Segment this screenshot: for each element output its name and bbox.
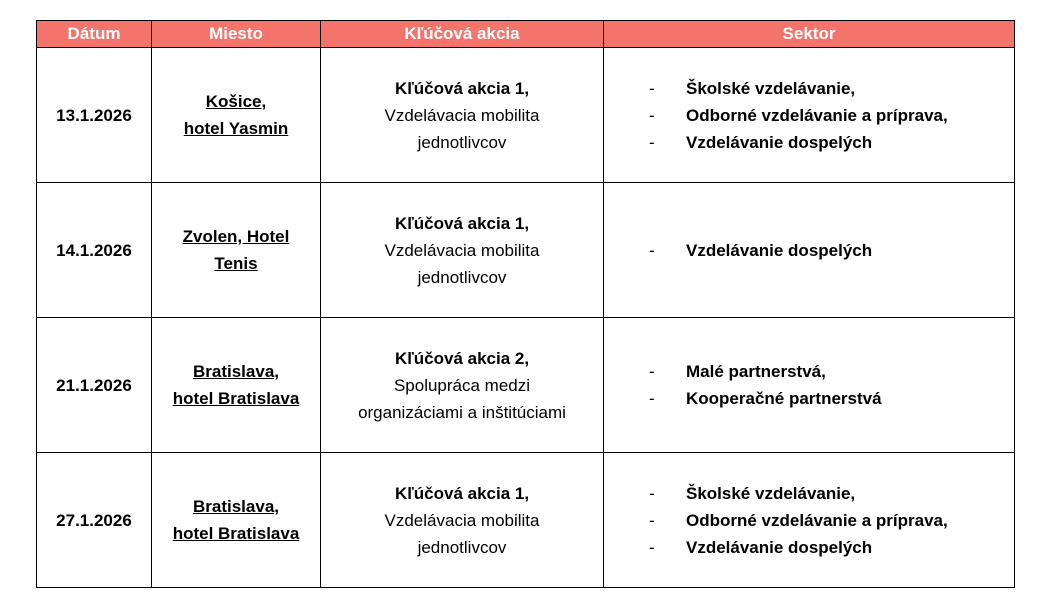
place-line[interactable]: Tenis [214, 254, 258, 273]
bullet-dash: - [649, 105, 655, 125]
date-cell: 14.1.2026 [37, 183, 152, 318]
key-action-description: Vzdelávacia mobilita [384, 510, 540, 530]
sector-item [649, 237, 1014, 264]
key-action-title: Kľúčová akcia 1, [394, 78, 530, 98]
sector-cell [604, 453, 1015, 588]
place-line[interactable]: Zvolen, Hotel [182, 227, 290, 246]
bullet-dash: - [649, 510, 655, 530]
bullet-dash: - [649, 389, 655, 408]
key-action-title: Kľúčová akcia 2, [394, 348, 530, 368]
key-action-cell [321, 318, 604, 453]
bullet-dash: - [649, 132, 655, 152]
header-row [37, 21, 1015, 48]
place-line[interactable]: hotel Bratislava [172, 524, 300, 543]
key-action-cell [321, 48, 604, 183]
bullet-dash: - [649, 537, 655, 557]
key-action-description: jednotlivcov [417, 132, 507, 152]
sector-label: Školské vzdelávanie, [686, 483, 856, 503]
header-key-action: Kľúčová akcia [321, 21, 604, 48]
sector-label: Odborné vzdelávanie a príprava, [686, 105, 948, 125]
place-cell[interactable] [152, 183, 321, 318]
sector-label: Odborné vzdelávanie a príprava, [686, 510, 948, 530]
bullet-dash: - [649, 240, 655, 260]
sector-label: Vzdelávanie dospelých [686, 240, 873, 260]
key-action-description: Vzdelávacia mobilita [384, 240, 540, 260]
sector-label: Vzdelávanie dospelých [686, 132, 873, 152]
sector-item [649, 102, 1014, 129]
sector-list [604, 358, 1014, 412]
sector-item [649, 385, 1014, 412]
key-action-title: Kľúčová akcia 1, [394, 483, 530, 503]
place-line[interactable]: hotel Yasmin [183, 119, 289, 138]
key-action-description: Vzdelávacia mobilita [384, 105, 540, 125]
place-line[interactable]: Košice, [205, 92, 267, 111]
table-row [37, 318, 1015, 453]
date-cell: 13.1.2026 [37, 48, 152, 183]
table-row [37, 48, 1015, 183]
sector-item [649, 480, 1014, 507]
sector-label: Kooperačné partnerstvá [686, 389, 882, 408]
key-action-description: jednotlivcov [417, 537, 507, 557]
place-cell[interactable] [152, 453, 321, 588]
key-action-description: jednotlivcov [417, 267, 507, 287]
sector-item [649, 358, 1014, 385]
date-cell: 21.1.2026 [37, 318, 152, 453]
header-sector: Sektor [604, 21, 1015, 48]
table-row [37, 183, 1015, 318]
table-row [37, 453, 1015, 588]
key-action-cell [321, 183, 604, 318]
place-cell[interactable] [152, 48, 321, 183]
sector-cell [604, 183, 1015, 318]
sector-cell [604, 318, 1015, 453]
sector-cell [604, 48, 1015, 183]
key-action-description: Spolupráca medzi [393, 375, 531, 395]
bullet-dash: - [649, 78, 655, 98]
sector-item [649, 75, 1014, 102]
place-line[interactable]: Bratislava, [193, 362, 279, 381]
sector-list [604, 480, 1014, 561]
place-line[interactable]: Bratislava, [193, 497, 279, 516]
sector-label: Malé partnerstvá, [686, 362, 826, 381]
place-cell[interactable] [152, 318, 321, 453]
sector-item [649, 507, 1014, 534]
sector-item [649, 129, 1014, 156]
events-table [36, 20, 1015, 588]
header-place: Miesto [152, 21, 321, 48]
sector-label: Školské vzdelávanie, [686, 78, 856, 98]
header-date: Dátum [37, 21, 152, 48]
sector-label: Vzdelávanie dospelých [686, 537, 873, 557]
key-action-description: organizáciami a inštitúciami [358, 402, 566, 422]
place-line[interactable]: hotel Bratislava [172, 389, 300, 408]
key-action-cell [321, 453, 604, 588]
bullet-dash: - [649, 362, 655, 381]
sector-list [604, 75, 1014, 156]
bullet-dash: - [649, 483, 655, 503]
key-action-title: Kľúčová akcia 1, [394, 213, 530, 233]
sector-item [649, 534, 1014, 561]
date-cell: 27.1.2026 [37, 453, 152, 588]
sector-list [604, 237, 1014, 264]
